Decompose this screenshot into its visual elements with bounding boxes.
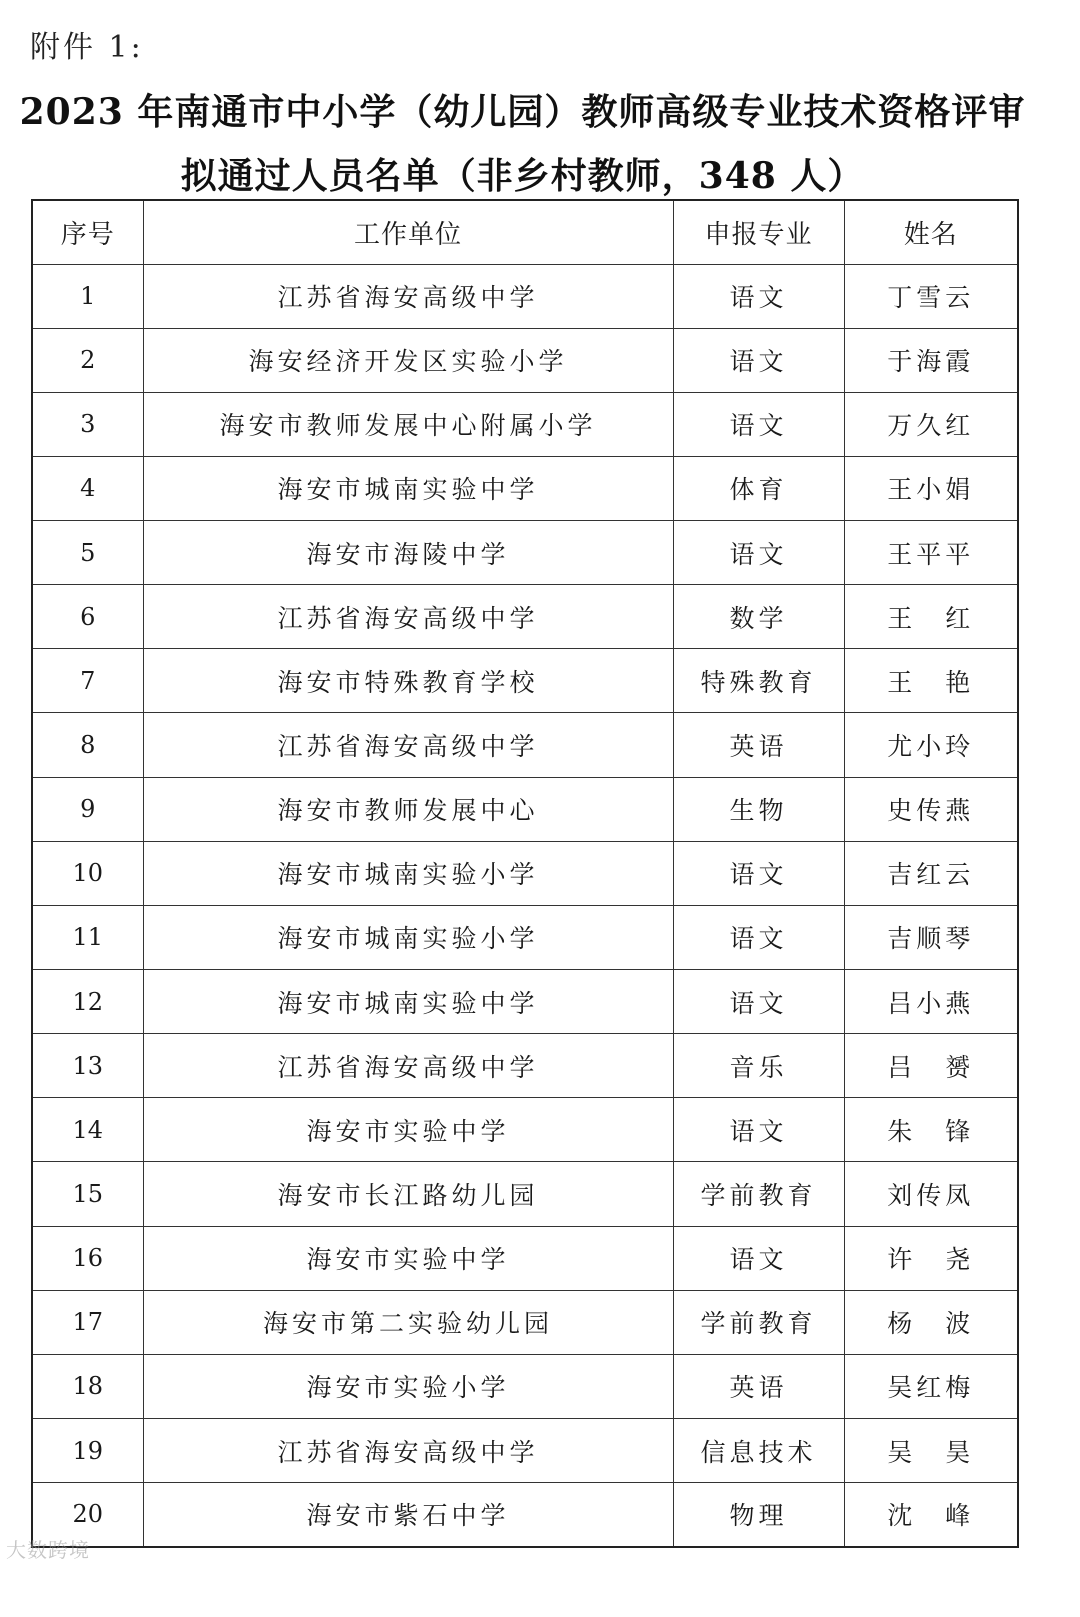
cell-unit: 江苏省海安高级中学 (143, 264, 673, 328)
cell-name: 史传燕 (844, 777, 1018, 841)
table-row (32, 456, 1018, 520)
cell-major: 语文 (673, 905, 844, 969)
cell-index: 1 (32, 264, 143, 328)
table-row (32, 585, 1018, 649)
cell-major: 语文 (673, 328, 844, 392)
table-row (32, 392, 1018, 456)
cell-index: 15 (32, 1162, 143, 1226)
cell-unit: 海安市实验中学 (143, 1098, 673, 1162)
cell-index: 20 (32, 1483, 143, 1547)
table-row (32, 264, 1018, 328)
cell-unit: 江苏省海安高级中学 (143, 1419, 673, 1483)
cell-index: 6 (32, 585, 143, 649)
cell-index: 11 (32, 905, 143, 969)
cell-unit: 海安经济开发区实验小学 (143, 328, 673, 392)
cell-name: 王小娟 (844, 456, 1018, 520)
cell-name: 于海霞 (844, 328, 1018, 392)
cell-major: 信息技术 (673, 1419, 844, 1483)
cell-unit: 海安市教师发展中心 (143, 777, 673, 841)
cell-index: 18 (32, 1354, 143, 1418)
cell-major: 物理 (673, 1483, 844, 1547)
cell-unit: 海安市紫石中学 (143, 1483, 673, 1547)
cell-index: 13 (32, 1034, 143, 1098)
header-major: 申报专业 (673, 200, 844, 264)
cell-name: 许 尧 (844, 1226, 1018, 1290)
cell-name: 沈 峰 (844, 1483, 1018, 1547)
cell-name: 尤小玲 (844, 713, 1018, 777)
cell-unit: 海安市城南实验小学 (143, 841, 673, 905)
cell-major: 生物 (673, 777, 844, 841)
attachment-label: 附件 1: (30, 30, 144, 65)
cell-index: 17 (32, 1290, 143, 1354)
cell-name: 吉顺琴 (844, 905, 1018, 969)
cell-index: 7 (32, 649, 143, 713)
table-row (32, 1162, 1018, 1226)
cell-unit: 海安市海陵中学 (143, 521, 673, 585)
cell-index: 8 (32, 713, 143, 777)
table-row (32, 841, 1018, 905)
table-row (32, 1226, 1018, 1290)
table-row (32, 328, 1018, 392)
document-subtitle: 拟通过人员名单（非乡村教师，348 人） (180, 155, 865, 197)
cell-index: 16 (32, 1226, 143, 1290)
table-row (32, 713, 1018, 777)
table-row (32, 1354, 1018, 1418)
table-row (32, 1098, 1018, 1162)
table-row (32, 905, 1018, 969)
cell-major: 语文 (673, 521, 844, 585)
cell-major: 音乐 (673, 1034, 844, 1098)
cell-name: 刘传凤 (844, 1162, 1018, 1226)
cell-major: 语文 (673, 392, 844, 456)
cell-unit: 海安市第二实验幼儿园 (143, 1290, 673, 1354)
table-row (32, 1483, 1018, 1547)
cell-index: 14 (32, 1098, 143, 1162)
cell-index: 10 (32, 841, 143, 905)
cell-unit: 海安市教师发展中心附属小学 (143, 392, 673, 456)
table-row (32, 970, 1018, 1034)
cell-unit: 江苏省海安高级中学 (143, 1034, 673, 1098)
cell-unit: 海安市城南实验中学 (143, 970, 673, 1034)
cell-major: 数学 (673, 585, 844, 649)
table-row (32, 1034, 1018, 1098)
cell-index: 19 (32, 1419, 143, 1483)
cell-major: 学前教育 (673, 1162, 844, 1226)
cell-major: 语文 (673, 970, 844, 1034)
cell-name: 王 红 (844, 585, 1018, 649)
cell-major: 特殊教育 (673, 649, 844, 713)
header-unit: 工作单位 (143, 200, 673, 264)
cell-name: 万久红 (844, 392, 1018, 456)
document-title: 2023 年南通市中小学（幼儿园）教师高级专业技术资格评审 (19, 91, 1026, 133)
cell-major: 英语 (673, 713, 844, 777)
watermark: 大数跨境 (6, 1538, 90, 1562)
cell-unit: 江苏省海安高级中学 (143, 713, 673, 777)
cell-major: 英语 (673, 1354, 844, 1418)
cell-unit: 海安市实验中学 (143, 1226, 673, 1290)
cell-name: 杨 波 (844, 1290, 1018, 1354)
cell-index: 12 (32, 970, 143, 1034)
cell-major: 语文 (673, 841, 844, 905)
header-name: 姓名 (844, 200, 1018, 264)
cell-unit: 海安市城南实验中学 (143, 456, 673, 520)
cell-major: 学前教育 (673, 1290, 844, 1354)
cell-index: 9 (32, 777, 143, 841)
cell-unit: 海安市实验小学 (143, 1354, 673, 1418)
cell-major: 语文 (673, 264, 844, 328)
cell-name: 王 艳 (844, 649, 1018, 713)
cell-name: 丁雪云 (844, 264, 1018, 328)
cell-unit: 海安市城南实验小学 (143, 905, 673, 969)
cell-unit: 海安市长江路幼儿园 (143, 1162, 673, 1226)
cell-unit: 海安市特殊教育学校 (143, 649, 673, 713)
cell-name: 吉红云 (844, 841, 1018, 905)
cell-unit: 江苏省海安高级中学 (143, 585, 673, 649)
cell-name: 朱 锋 (844, 1098, 1018, 1162)
cell-index: 5 (32, 521, 143, 585)
cell-name: 王平平 (844, 521, 1018, 585)
table-row (32, 649, 1018, 713)
candidate-table (31, 199, 1019, 1548)
table-row (32, 1290, 1018, 1354)
cell-name: 吴 昊 (844, 1419, 1018, 1483)
cell-major: 语文 (673, 1226, 844, 1290)
cell-index: 3 (32, 392, 143, 456)
table-row (32, 1419, 1018, 1483)
cell-name: 吴红梅 (844, 1354, 1018, 1418)
cell-name: 吕小燕 (844, 970, 1018, 1034)
cell-name: 吕 赟 (844, 1034, 1018, 1098)
cell-index: 4 (32, 456, 143, 520)
table-row (32, 521, 1018, 585)
cell-major: 语文 (673, 1098, 844, 1162)
cell-index: 2 (32, 328, 143, 392)
cell-major: 体育 (673, 456, 844, 520)
table-header-row (32, 200, 1018, 264)
header-index: 序号 (32, 200, 143, 264)
table-row (32, 777, 1018, 841)
